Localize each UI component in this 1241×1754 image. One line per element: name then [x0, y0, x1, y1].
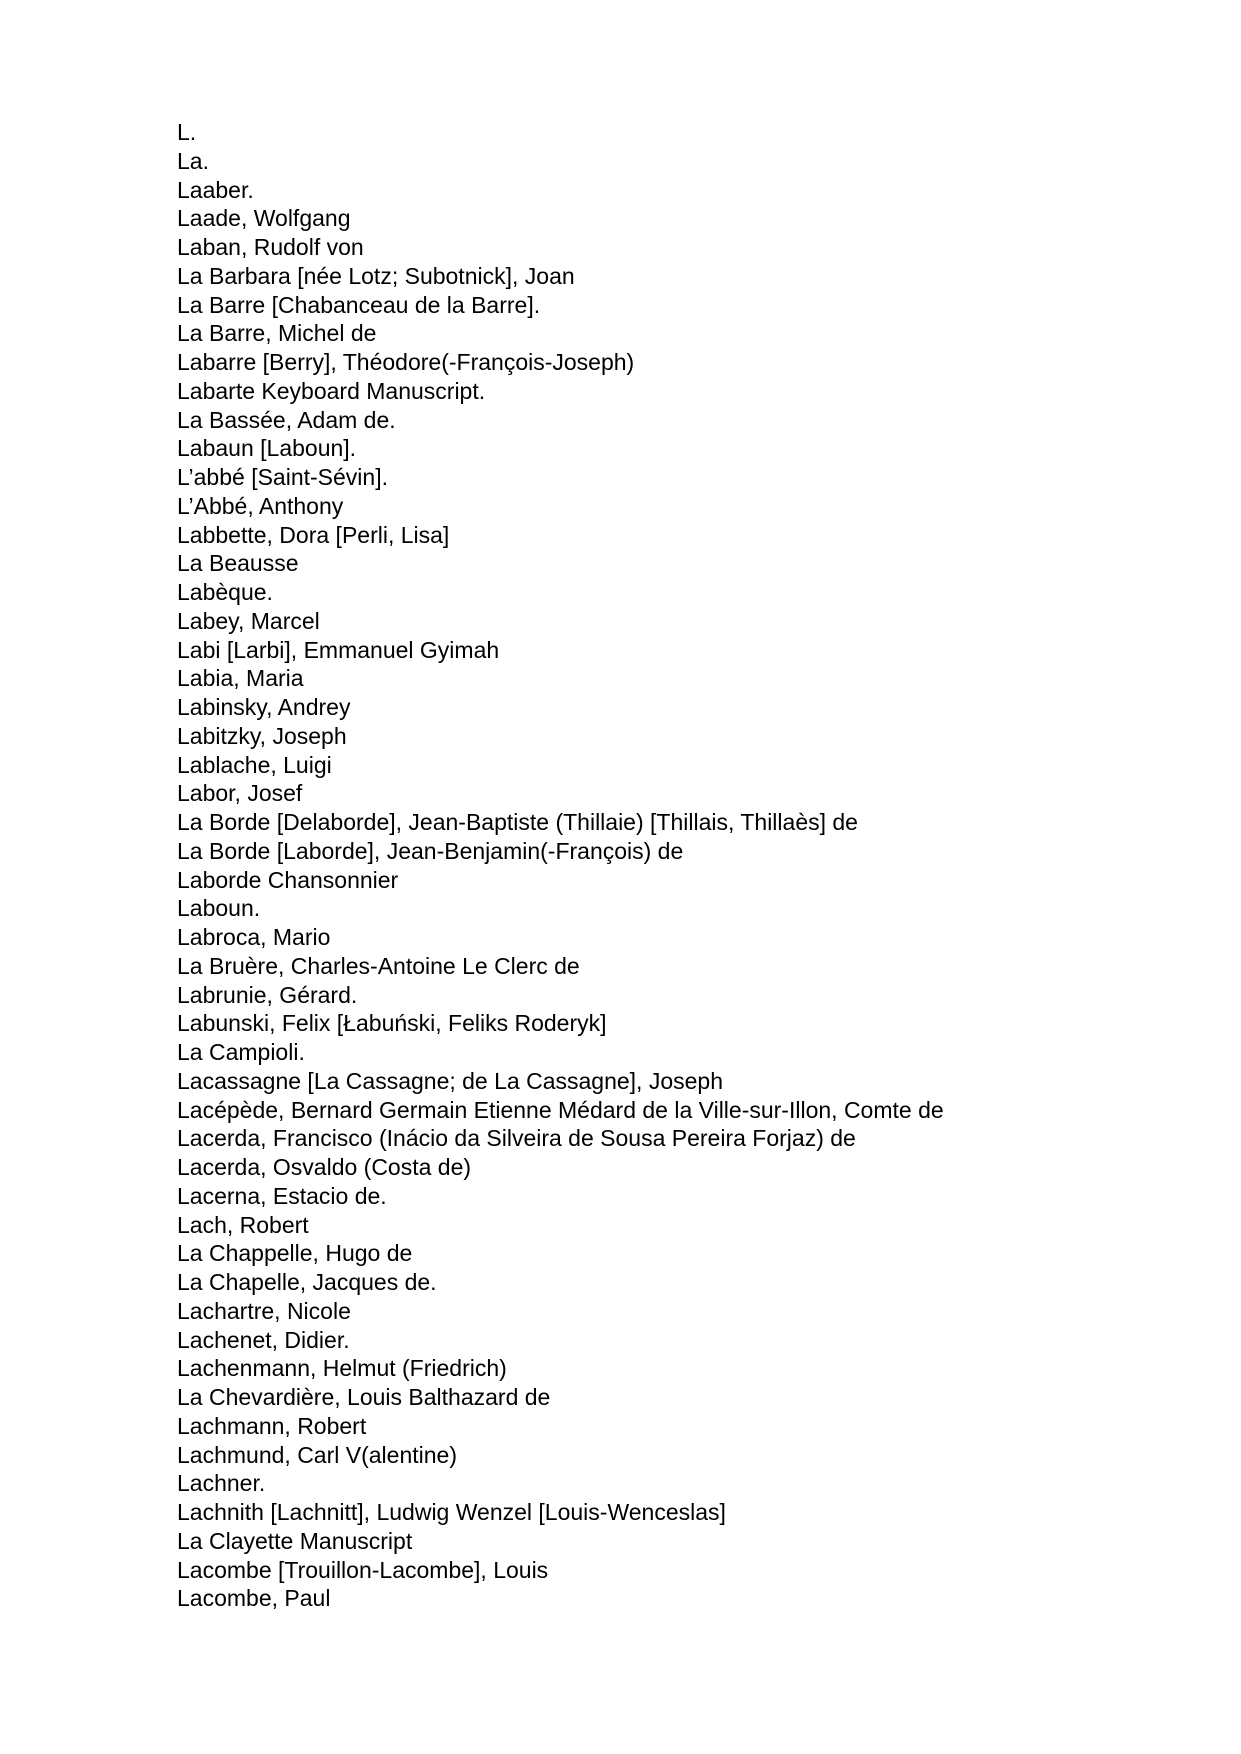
entry-line: L’Abbé, Anthony: [177, 492, 344, 519]
entry-line: Lachartre, Nicole: [177, 1297, 351, 1324]
entry-line: Labrunie, Gérard.: [177, 981, 358, 1008]
entry-line: Laaber.: [177, 176, 254, 203]
entry-line: Labarre [Berry], Théodore(-François-Joseph): [177, 349, 635, 375]
entry-line: Laade, Wolfgang: [177, 205, 351, 232]
entry-line: Labbette, Dora [Perli, Lisa]: [177, 521, 450, 548]
entry-line: Labor, Josef: [177, 780, 303, 807]
entry-line: Labey, Marcel: [177, 607, 320, 634]
entry-line: Laborde Chansonnier: [177, 866, 399, 893]
entry-line: La Bassée, Adam de.: [177, 406, 396, 433]
entry-line: Lacépède, Bernard Germain Etienne Médard de la Ville-sur-Illon, Comte de: [177, 1096, 944, 1123]
entry-line: Lachmund, Carl V(alentine): [177, 1441, 457, 1468]
entry-line: Laboun.: [177, 895, 261, 922]
entry-line: L.: [177, 119, 197, 145]
entry-line: Labinsky, Andrey: [177, 694, 351, 720]
entry-line: Laban, Rudolf von: [177, 234, 364, 260]
entry-line: La Borde [Laborde], Jean-Benjamin(-François) de: [177, 837, 684, 864]
entry-line: La Chevardière, Louis Balthazard de: [177, 1384, 551, 1410]
entry-line: La Chappelle, Hugo de: [177, 1240, 413, 1267]
entry-list: [177, 118, 944, 1613]
entry-line: La Clayette Manuscript: [177, 1527, 413, 1554]
entry-line: Lachenmann, Helmut (Friedrich): [177, 1355, 507, 1382]
entry-line: Labunski, Felix [Łabuński, Feliks Roderyk]: [177, 1010, 607, 1037]
entry-line: La Barre [Chabanceau de la Barre].: [177, 291, 541, 318]
entry-line: Labaun [Laboun].: [177, 435, 357, 462]
entry-line: Labi [Larbi], Emmanuel Gyimah: [177, 636, 500, 663]
entry-line: Lachenet, Didier.: [177, 1326, 350, 1353]
entry-line: La Campioli.: [177, 1039, 305, 1065]
entry-line: La Beausse: [177, 550, 299, 577]
entry-line: Lablache, Luigi: [177, 751, 332, 778]
entry-line: Lacerna, Estacio de.: [177, 1182, 387, 1209]
entry-line: Lachner.: [177, 1470, 266, 1497]
entry-line: La Bruère, Charles-Antoine Le Clerc de: [177, 952, 580, 979]
entry-line: Lach, Robert: [177, 1211, 309, 1238]
entry-line: Lacombe [Trouillon-Lacombe], Louis: [177, 1556, 549, 1583]
entry-line: Labarte Keyboard Manuscript.: [177, 377, 486, 404]
entry-line: Labitzky, Joseph: [177, 722, 347, 749]
entry-line: La Chapelle, Jacques de.: [177, 1269, 437, 1295]
entry-line: Labèque.: [177, 579, 273, 605]
entry-line: Lacerda, Osvaldo (Costa de): [177, 1154, 472, 1180]
entry-line: L’abbé [Saint-Sévin].: [177, 464, 388, 490]
entry-line: Labroca, Mario: [177, 924, 331, 950]
entry-line: Lachnith [Lachnitt], Ludwig Wenzel [Louis-Wenceslas]: [177, 1499, 726, 1525]
entry-line: Lacassagne [La Cassagne; de La Cassagne], Joseph: [177, 1067, 723, 1094]
entry-line: Lachmann, Robert: [177, 1412, 367, 1439]
entry-line: Labia, Maria: [177, 665, 304, 692]
entry-line: La Barbara [née Lotz; Subotnick], Joan: [177, 262, 575, 289]
entry-line: La.: [177, 147, 209, 174]
entry-line: La Borde [Delaborde], Jean-Baptiste (Thillaie) [Thillais, Thillaès] de: [177, 809, 858, 835]
entry-line: Lacombe, Paul: [177, 1585, 331, 1612]
entry-line: La Barre, Michel de: [177, 320, 377, 347]
entry-line: Lacerda, Francisco (Inácio da Silveira de Sousa Pereira Forjaz) de: [177, 1125, 856, 1152]
